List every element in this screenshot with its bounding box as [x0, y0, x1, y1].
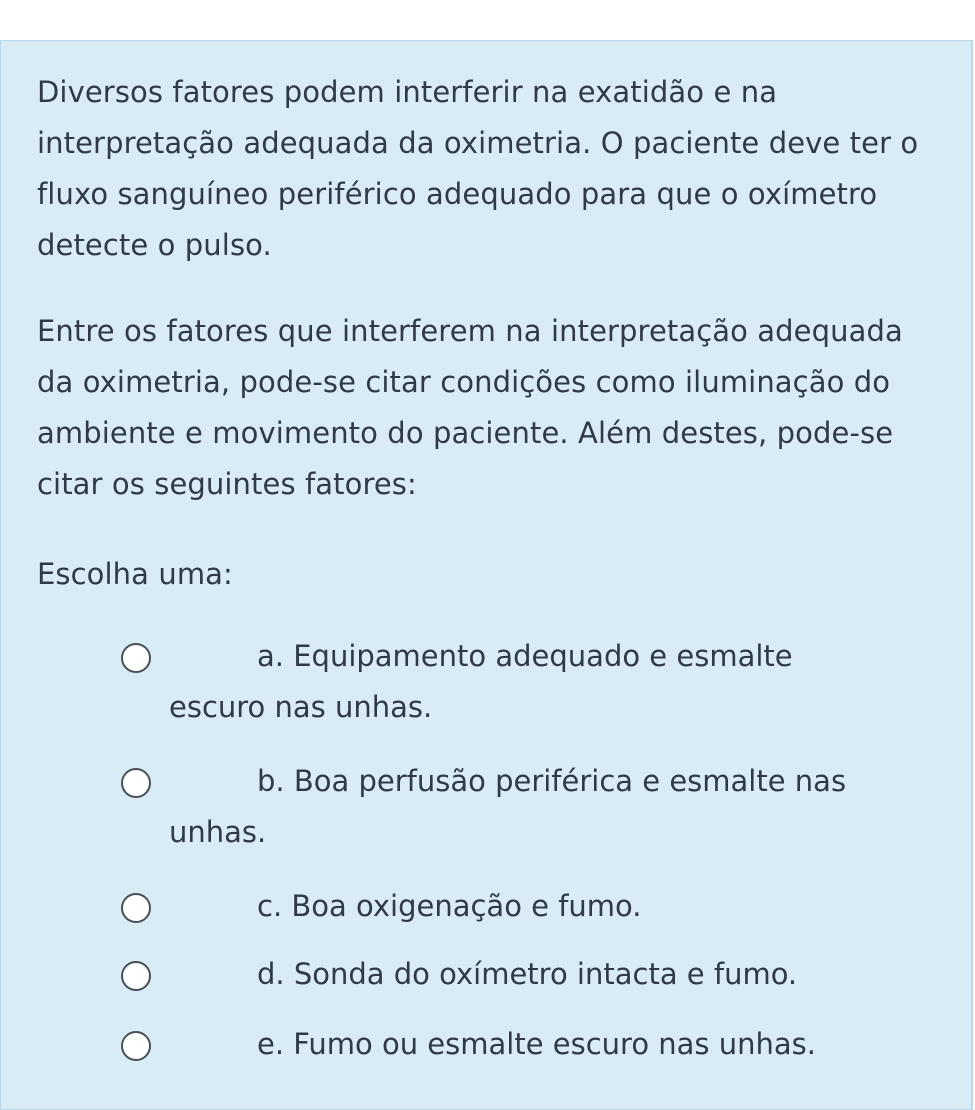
option-e[interactable]	[121, 1019, 881, 1070]
radio-button-b[interactable]	[121, 768, 151, 798]
option-d-label: d. Sonda do oxímetro intacta e fumo.	[257, 957, 798, 991]
answer-options	[1, 41, 971, 1109]
option-a-label: a. Equipamento adequado e esmalte escuro nas unhas.	[169, 639, 793, 724]
radio-button-a[interactable]	[121, 643, 151, 673]
radio-button-e[interactable]	[121, 1031, 151, 1061]
option-b[interactable]	[121, 756, 881, 858]
option-a[interactable]	[121, 631, 881, 733]
option-b-label: b. Boa perfusão periférica e esmalte nas unhas.	[169, 764, 847, 849]
option-e-label: e. Fumo ou esmalte escuro nas unhas.	[257, 1027, 817, 1061]
choose-one-prompt: Escolha uma:	[37, 557, 233, 591]
option-c-label: c. Boa oxigenação e fumo.	[257, 889, 642, 923]
radio-button-d[interactable]	[121, 961, 151, 991]
option-d[interactable]	[121, 949, 881, 1000]
question-paragraph-1: Diversos fatores podem interferir na exatidão e na interpretação adequada da oximetria. O paciente deve ter o fluxo sanguíneo periférico adequado para que o oxímetro detecte o pulso.	[37, 75, 919, 262]
question-card	[0, 40, 973, 1110]
option-c[interactable]	[121, 881, 881, 932]
question-paragraph-2: Entre os fatores que interferem na interpretação adequada da oximetria, pode-se citar condições como iluminação do ambiente e movimento do paciente. Além destes, pode-se citar os seguintes fatores:	[37, 314, 903, 501]
radio-button-c[interactable]	[121, 893, 151, 923]
